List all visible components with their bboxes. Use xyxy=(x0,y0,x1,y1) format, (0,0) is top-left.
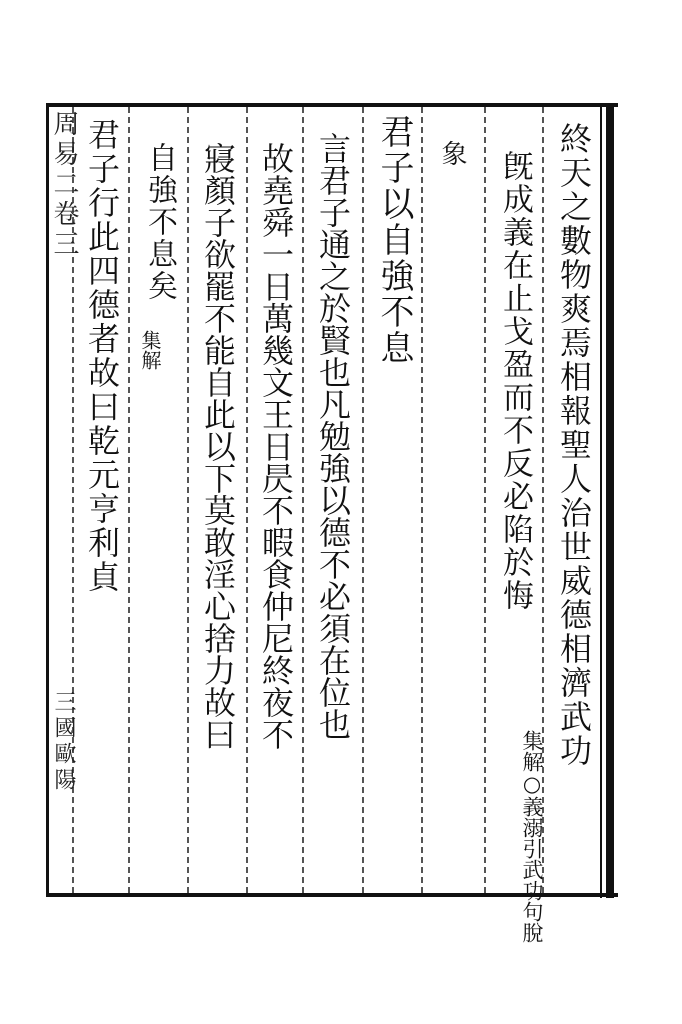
text-column-3: 象 xyxy=(437,140,467,168)
column-rule xyxy=(421,107,424,893)
text-column-7: 寢顏子欲罷不能自此以下莫敢淫心捨力故曰 xyxy=(199,142,237,750)
margin-footer: 三國歐陽 xyxy=(51,690,76,794)
annotation-note: 集解○義溺引武功句脫 xyxy=(520,730,544,943)
frame-top-border xyxy=(46,103,618,107)
column-rule xyxy=(302,107,305,893)
text-column-4: 君子以自強不息 xyxy=(374,114,414,366)
text-column-8: 自強不息矣 xyxy=(142,142,177,302)
text-column-5: 言君子通之於賢也凡勉強以德不必須在位也 xyxy=(314,132,352,740)
frame-right-border xyxy=(606,103,614,898)
text-column-2: 旣成義在止戈盈而不反必陷於悔 xyxy=(497,150,533,612)
column-rule xyxy=(246,107,249,893)
column-rule xyxy=(128,107,131,893)
text-column-1: 終天之數物爽焉相報聖人治世威德相濟武功 xyxy=(555,122,593,768)
column-rule xyxy=(187,107,190,893)
column-rule xyxy=(484,107,487,893)
margin-title: 周易二卷三 xyxy=(49,110,79,260)
annotation-note: 集解 xyxy=(138,330,162,370)
frame-right-inner-border xyxy=(600,103,602,898)
text-column-9: 君子行此四德者故曰乾元亨利貞 xyxy=(83,118,121,594)
text-column-6: 故堯舜一日萬幾文王日昃不暇食仲尼終夜不 xyxy=(257,142,295,750)
column-rule xyxy=(362,107,365,893)
